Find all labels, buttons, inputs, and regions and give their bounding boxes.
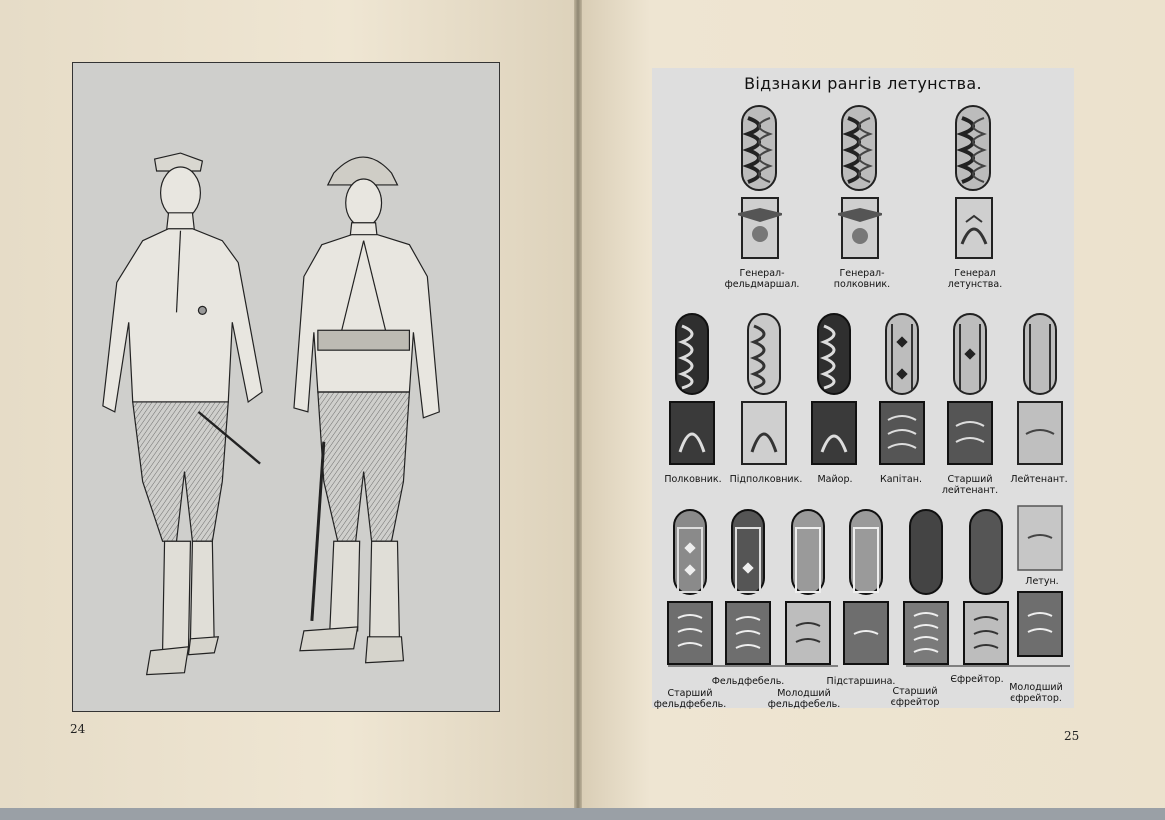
- label-senior-feldfebel: Старший фельдфебель.: [653, 688, 727, 710]
- insignia-colonel: [666, 312, 716, 468]
- insignia-efreitor: [960, 508, 1012, 668]
- label-major: Майор.: [817, 474, 853, 485]
- insignia-general-field-marshal: [738, 104, 782, 264]
- label-senior-lieutenant: Старший лейтенант.: [941, 474, 999, 496]
- insignia-senior-feldfebel: [664, 508, 716, 668]
- insignia-lieutenant-colonel: [738, 312, 788, 468]
- insignia-junior-feldfebel: [782, 508, 834, 668]
- label-junior-efreitor: Молодший єфрейтор.: [1009, 682, 1063, 704]
- rank-insignia-chart: [652, 68, 1074, 708]
- label-lieutenant-colonel: Підполковник.: [729, 474, 803, 485]
- insignia-general-of-aviation: [952, 104, 996, 264]
- label-pidstarshyna: Підстаршина.: [826, 676, 896, 687]
- book-gutter: [574, 0, 582, 812]
- label-junior-feldfebel: Молодший фельдфебель.: [767, 688, 841, 710]
- insignia-captain: [876, 312, 926, 468]
- label-efreitor: Єфрейтор.: [950, 674, 1004, 685]
- label-colonel-general: Генерал- полковник.: [833, 268, 891, 290]
- label-general-of-aviation: Генерал летунства.: [947, 268, 1003, 290]
- insignia-senior-lieutenant: [944, 312, 994, 468]
- rank-group-brackets: [662, 664, 1072, 672]
- label-lieutenant: Лейтенант.: [1010, 474, 1068, 485]
- label-letun: Летун.: [1025, 576, 1059, 587]
- label-senior-efreitor: Старший єфрейтор: [890, 686, 940, 708]
- insignia-feldfebel: [722, 508, 774, 668]
- label-general-field-marshal: Генерал- фельдмаршал.: [724, 268, 800, 290]
- label-feldfebel: Фельдфебель.: [711, 676, 785, 687]
- insignia-lieutenant: [1014, 312, 1064, 468]
- insignia-major: [808, 312, 858, 468]
- insignia-colonel-general: [838, 104, 882, 264]
- scan-bottom-edge: [0, 808, 1165, 820]
- insignia-pidstarshyna: [840, 508, 892, 668]
- insignia-senior-efreitor: [900, 508, 952, 668]
- label-colonel: Полковник.: [664, 474, 722, 485]
- label-captain: Капітан.: [879, 474, 922, 485]
- soldiers-illustration: [72, 62, 500, 712]
- chart-title: Відзнаки рангів летунства.: [744, 74, 982, 93]
- page-number-right: 25: [1064, 729, 1080, 743]
- page-number-left: 24: [70, 722, 86, 736]
- soldiers-drawing: [73, 63, 499, 711]
